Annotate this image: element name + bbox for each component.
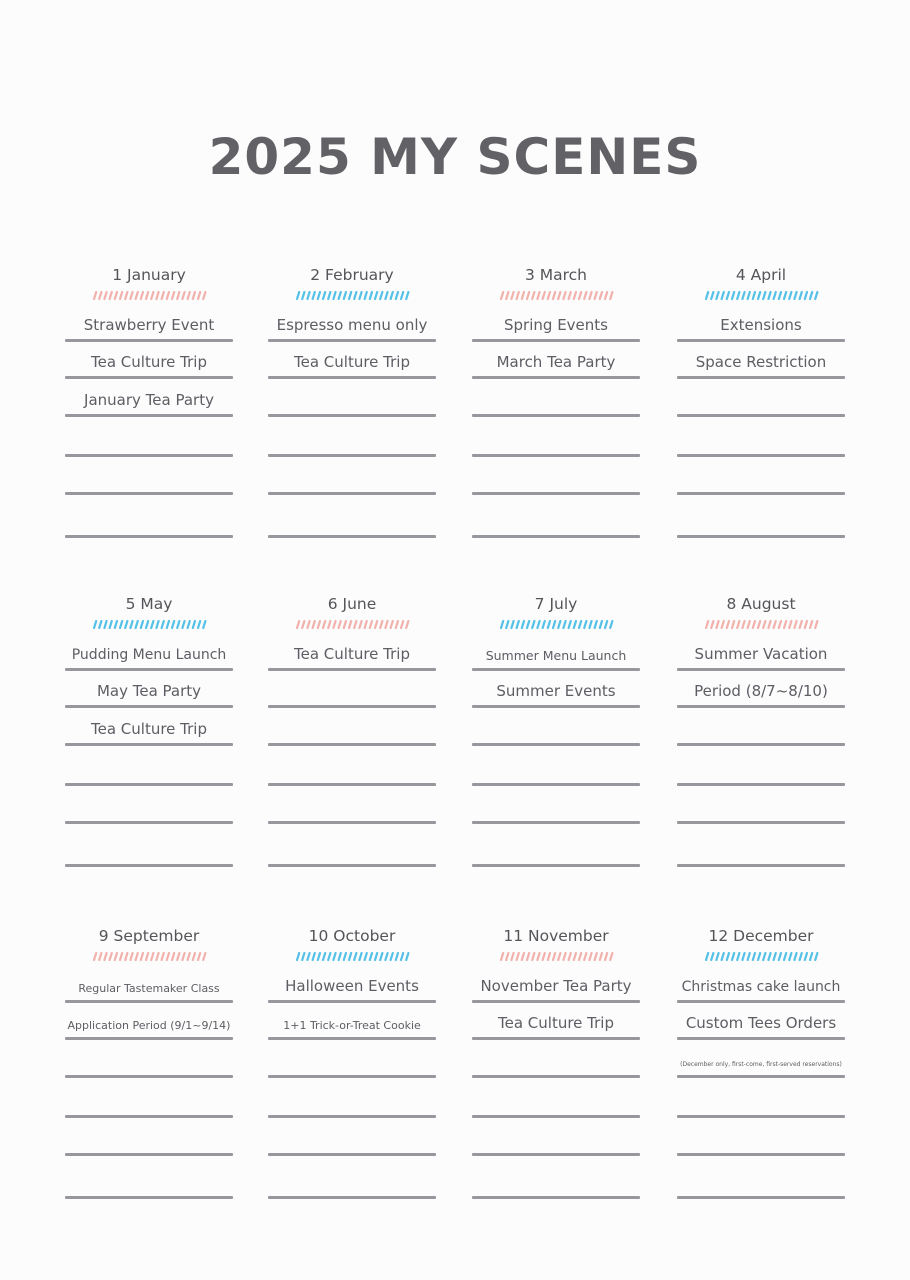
entry-text: Application Period (9/1~9/14): [67, 1019, 231, 1032]
ruled-line: [677, 535, 845, 538]
ruled-line: [268, 743, 436, 746]
entry-line: [65, 967, 233, 1003]
ruled-line: [472, 1153, 640, 1156]
month-heading: 6 June: [327, 595, 377, 613]
dash-decoration: [294, 951, 410, 962]
ruled-line: [268, 454, 436, 457]
entry-line: [65, 306, 233, 342]
ruled-line: [677, 743, 845, 746]
entry-line: [268, 1163, 436, 1199]
month-heading: 7 July: [534, 595, 578, 613]
ruled-line: [268, 864, 436, 867]
entry-line: [472, 502, 640, 538]
ruled-line: [677, 339, 845, 342]
entry-line: [268, 1042, 436, 1078]
ruled-line: [472, 376, 640, 379]
month-heading: 5 May: [125, 595, 173, 613]
ruled-line: [65, 535, 233, 538]
entry-text: (December only, first-come, first-served reservations): [680, 1061, 842, 1068]
month-block: [65, 927, 233, 1217]
entry-line: [65, 502, 233, 538]
entry-text: Extensions: [720, 316, 802, 334]
ruled-line: [65, 1196, 233, 1199]
ruled-line: [677, 1037, 845, 1040]
entry-line: [65, 421, 233, 457]
entry-line: [65, 459, 233, 495]
ruled-line: [677, 1075, 845, 1078]
entry-line: [677, 343, 845, 379]
ruled-line: [268, 492, 436, 495]
entry-text: Pudding Menu Launch: [71, 647, 227, 663]
entry-line: [268, 1120, 436, 1156]
ruled-line: [472, 414, 640, 417]
ruled-line: [268, 1037, 436, 1040]
dash-decoration: [498, 619, 614, 630]
month-block: [677, 927, 845, 1217]
ruled-line: [268, 339, 436, 342]
entry-text: Tea Culture Trip: [91, 720, 207, 738]
entry-line: [65, 1004, 233, 1040]
dash-decoration: [294, 290, 410, 301]
entry-line: [677, 459, 845, 495]
ruled-line: [677, 1153, 845, 1156]
entry-line: [677, 1042, 845, 1078]
entry-line: [677, 710, 845, 746]
entry-line: [65, 1042, 233, 1078]
month-heading: 10 October: [308, 927, 396, 945]
entry-line: [472, 750, 640, 786]
entry-text: Halloween Events: [285, 977, 419, 995]
ruled-line: [472, 668, 640, 671]
ruled-line: [677, 668, 845, 671]
entry-text: Tea Culture Trip: [498, 1014, 614, 1032]
ruled-line: [65, 821, 233, 824]
month-block: [268, 595, 436, 885]
ruled-line: [268, 783, 436, 786]
entry-line: [677, 306, 845, 342]
entry-text: Strawberry Event: [83, 316, 215, 334]
entry-line: [677, 635, 845, 671]
month-heading: 12 December: [708, 927, 814, 945]
dash-decoration: [703, 951, 819, 962]
entry-text: Spring Events: [504, 316, 608, 334]
entry-text: January Tea Party: [84, 391, 214, 409]
entry-line: [268, 710, 436, 746]
ruled-line: [65, 1037, 233, 1040]
entry-text: Tea Culture Trip: [91, 353, 207, 371]
entry-line: [677, 1082, 845, 1118]
entry-text: Custom Tees Orders: [685, 1014, 837, 1032]
ruled-line: [472, 454, 640, 457]
ruled-line: [65, 668, 233, 671]
ruled-line: [472, 339, 640, 342]
month-block: [268, 266, 436, 556]
month-heading: 3 March: [524, 266, 588, 284]
ruled-line: [677, 1000, 845, 1003]
ruled-line: [677, 414, 845, 417]
ruled-line: [677, 454, 845, 457]
ruled-line: [65, 376, 233, 379]
ruled-line: [65, 705, 233, 708]
entry-text: Tea Culture Trip: [294, 645, 410, 663]
month-block: [268, 927, 436, 1217]
entry-text: Space Restriction: [695, 353, 827, 371]
entry-line: [472, 306, 640, 342]
ruled-line: [268, 376, 436, 379]
ruled-line: [472, 1000, 640, 1003]
entry-line: [677, 1120, 845, 1156]
entry-line: [677, 421, 845, 457]
ruled-line: [677, 821, 845, 824]
ruled-line: [65, 414, 233, 417]
entry-text: March Tea Party: [496, 353, 616, 371]
ruled-line: [65, 1000, 233, 1003]
ruled-line: [472, 492, 640, 495]
entry-line: [677, 1163, 845, 1199]
ruled-line: [268, 535, 436, 538]
entry-line: [472, 831, 640, 867]
entry-line: [677, 502, 845, 538]
entry-line: [268, 788, 436, 824]
entry-line: [677, 831, 845, 867]
month-block: [472, 595, 640, 885]
ruled-line: [268, 1196, 436, 1199]
entry-text: 1+1 Trick-or-Treat Cookie: [283, 1019, 421, 1032]
entry-line: [268, 967, 436, 1003]
dash-decoration: [703, 290, 819, 301]
dash-decoration: [91, 951, 207, 962]
entry-line: [65, 672, 233, 708]
entry-text: May Tea Party: [96, 682, 202, 700]
entry-line: [268, 635, 436, 671]
ruled-line: [472, 743, 640, 746]
ruled-line: [472, 1115, 640, 1118]
entry-line: [472, 421, 640, 457]
entry-text: Espresso menu only: [276, 316, 428, 334]
month-block: [472, 927, 640, 1217]
dash-decoration: [294, 619, 410, 630]
entry-line: [268, 502, 436, 538]
entry-text: Summer Events: [496, 682, 616, 700]
entry-line: [472, 1082, 640, 1118]
ruled-line: [472, 705, 640, 708]
ruled-line: [268, 414, 436, 417]
ruled-line: [65, 783, 233, 786]
entry-line: [472, 1004, 640, 1040]
entry-line: [65, 381, 233, 417]
ruled-line: [472, 1075, 640, 1078]
ruled-line: [677, 864, 845, 867]
ruled-line: [65, 1115, 233, 1118]
ruled-line: [268, 1000, 436, 1003]
ruled-line: [472, 783, 640, 786]
month-block: [677, 595, 845, 885]
entry-line: [268, 750, 436, 786]
dash-decoration: [703, 619, 819, 630]
ruled-line: [472, 821, 640, 824]
entry-line: [677, 967, 845, 1003]
entry-text: Period (8/7~8/10): [694, 682, 828, 700]
entry-line: [472, 967, 640, 1003]
entry-line: [268, 1004, 436, 1040]
ruled-line: [677, 1196, 845, 1199]
ruled-line: [65, 1153, 233, 1156]
entry-line: [472, 459, 640, 495]
entry-text: November Tea Party: [480, 977, 632, 995]
ruled-line: [268, 1075, 436, 1078]
ruled-line: [472, 1196, 640, 1199]
entry-line: [65, 635, 233, 671]
ruled-line: [65, 1075, 233, 1078]
ruled-line: [268, 705, 436, 708]
entry-line: [268, 421, 436, 457]
entry-line: [472, 381, 640, 417]
entry-line: [268, 459, 436, 495]
entry-line: [65, 343, 233, 379]
month-heading: 1 January: [112, 266, 186, 284]
ruled-line: [268, 1115, 436, 1118]
entry-line: [65, 1082, 233, 1118]
ruled-line: [677, 705, 845, 708]
dash-decoration: [498, 290, 614, 301]
entry-line: [65, 788, 233, 824]
entry-line: [268, 381, 436, 417]
entry-line: [677, 381, 845, 417]
dash-decoration: [91, 290, 207, 301]
ruled-line: [268, 668, 436, 671]
month-block: [677, 266, 845, 556]
month-heading: 9 September: [98, 927, 200, 945]
page-title: 2025 MY SCENES: [208, 128, 702, 186]
entry-line: [472, 343, 640, 379]
month-heading: 4 April: [735, 266, 787, 284]
ruled-line: [472, 1037, 640, 1040]
month-block: [472, 266, 640, 556]
entry-line: [268, 306, 436, 342]
ruled-line: [65, 454, 233, 457]
month-heading: 2 February: [310, 266, 394, 284]
entry-line: [65, 1163, 233, 1199]
entry-text: Christmas cake launch: [681, 979, 841, 995]
entry-line: [268, 1082, 436, 1118]
entry-line: [268, 831, 436, 867]
dash-decoration: [498, 951, 614, 962]
entry-line: [677, 788, 845, 824]
entry-text: Tea Culture Trip: [294, 353, 410, 371]
entry-line: [65, 710, 233, 746]
ruled-line: [677, 1115, 845, 1118]
month-block: [65, 266, 233, 556]
entry-line: [472, 1042, 640, 1078]
entry-line: [268, 343, 436, 379]
entry-text: Summer Menu Launch: [485, 648, 627, 663]
entry-line: [472, 1163, 640, 1199]
ruled-line: [472, 535, 640, 538]
ruled-line: [677, 376, 845, 379]
entry-line: [268, 672, 436, 708]
entry-text: Regular Tastemaker Class: [78, 982, 220, 995]
entry-line: [677, 1004, 845, 1040]
entry-line: [65, 831, 233, 867]
dash-decoration: [91, 619, 207, 630]
entry-text: Summer Vacation: [694, 645, 828, 663]
ruled-line: [65, 743, 233, 746]
entry-line: [65, 1120, 233, 1156]
entry-line: [472, 788, 640, 824]
ruled-line: [268, 1153, 436, 1156]
month-block: [65, 595, 233, 885]
ruled-line: [677, 492, 845, 495]
entry-line: [677, 672, 845, 708]
ruled-line: [65, 492, 233, 495]
ruled-line: [65, 864, 233, 867]
entry-line: [472, 672, 640, 708]
entry-line: [65, 750, 233, 786]
ruled-line: [677, 783, 845, 786]
ruled-line: [268, 821, 436, 824]
month-heading: 8 August: [726, 595, 796, 613]
ruled-line: [472, 864, 640, 867]
month-heading: 11 November: [503, 927, 609, 945]
entry-line: [472, 635, 640, 671]
entry-line: [472, 710, 640, 746]
entry-line: [677, 750, 845, 786]
ruled-line: [65, 339, 233, 342]
entry-line: [472, 1120, 640, 1156]
